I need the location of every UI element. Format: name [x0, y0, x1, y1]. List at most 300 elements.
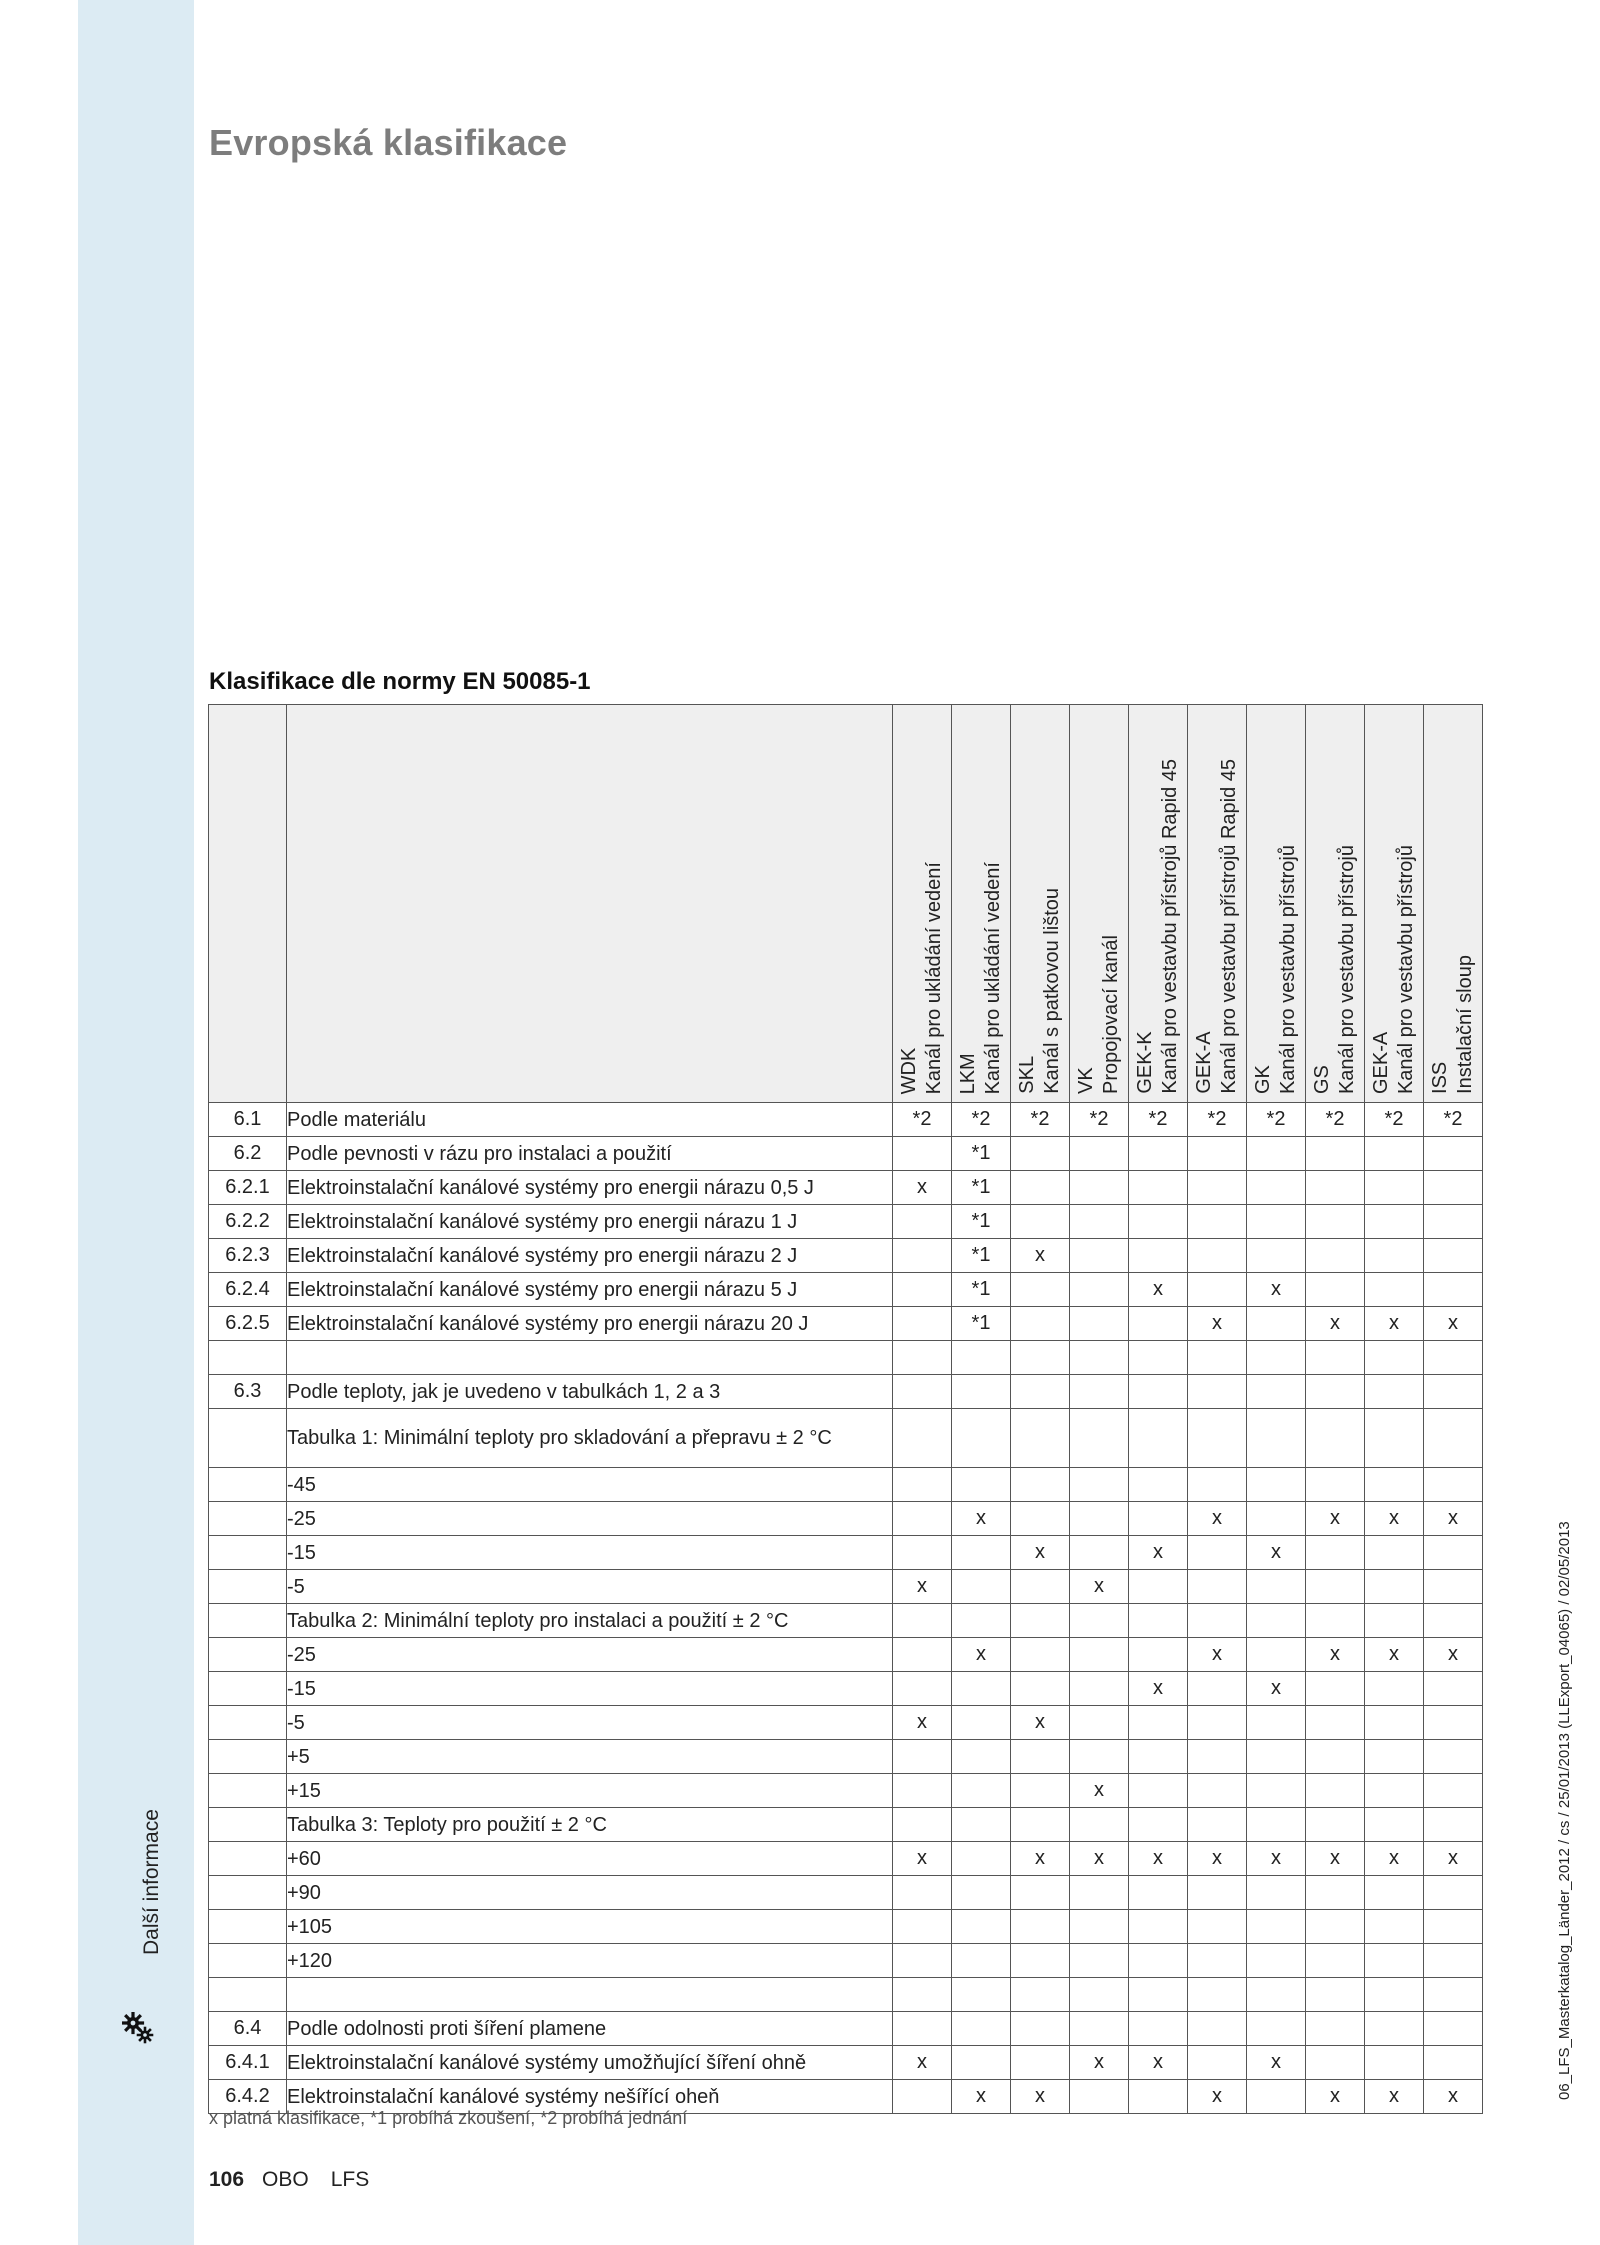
classification-cell — [952, 1842, 1011, 1876]
column-name: Kanál pro vestavbu přístrojů Rapid 45 — [1159, 759, 1181, 1094]
classification-cell — [1129, 1409, 1188, 1468]
classification-cell: *2 — [1188, 1103, 1247, 1137]
table-row — [209, 1910, 1483, 1944]
column-header — [1011, 705, 1070, 1103]
classification-cell — [1247, 1638, 1306, 1672]
footnote: x platná klasifikace, *1 probíhá zkoušení, *2 probíhá jednání — [209, 2108, 688, 2128]
row-description — [287, 1978, 893, 2012]
classification-cell — [1247, 1774, 1306, 1808]
column-header — [1129, 705, 1188, 1103]
classification-cell — [1188, 2046, 1247, 2080]
classification-cell — [1070, 1536, 1129, 1570]
header-row — [209, 705, 1483, 1103]
classification-cell — [1424, 1604, 1483, 1638]
classification-cell — [1188, 1570, 1247, 1604]
classification-cell — [1306, 1536, 1365, 1570]
classification-cell: x — [1070, 1774, 1129, 1808]
classification-cell: x — [1011, 2080, 1070, 2114]
classification-cell — [952, 1740, 1011, 1774]
page-title: Evropská klasifikace — [209, 122, 568, 163]
classification-cell — [893, 1672, 952, 1706]
classification-cell: x — [1306, 1502, 1365, 1536]
classification-cell — [893, 1808, 952, 1842]
table-row — [209, 1103, 1483, 1137]
classification-cell — [1188, 1672, 1247, 1706]
classification-cell — [1247, 1375, 1306, 1409]
table-row — [209, 1375, 1483, 1409]
classification-cell — [893, 1409, 952, 1468]
classification-cell — [1070, 1205, 1129, 1239]
column-name: Kanál pro ukládání vedení — [982, 861, 1004, 1094]
header-blank-num — [209, 705, 287, 1103]
classification-cell — [1306, 1808, 1365, 1842]
classification-cell — [1365, 1536, 1424, 1570]
classification-cell — [1011, 1672, 1070, 1706]
row-description: Elektroinstalační kanálové systémy nešířící oheň — [287, 2080, 893, 2114]
classification-cell: x — [1129, 1842, 1188, 1876]
classification-cell — [1188, 1740, 1247, 1774]
column-name: Kanál pro vestavbu přístrojů Rapid 45 — [1218, 759, 1240, 1094]
classification-cell — [1365, 1468, 1424, 1502]
classification-cell — [1070, 1604, 1129, 1638]
classification-cell — [1365, 2012, 1424, 2046]
classification-cell: x — [1011, 1842, 1070, 1876]
column-code: SKL — [1016, 1056, 1038, 1094]
classification-cell — [1424, 1137, 1483, 1171]
classification-cell — [1247, 1171, 1306, 1205]
classification-cell: x — [1365, 1502, 1424, 1536]
classification-cell — [952, 1672, 1011, 1706]
classification-cell — [1247, 1706, 1306, 1740]
table-row — [209, 1536, 1483, 1570]
classification-cell — [1188, 1808, 1247, 1842]
classification-cell — [1129, 1239, 1188, 1273]
classification-cell — [1306, 1570, 1365, 1604]
row-number: 6.3 — [209, 1375, 287, 1409]
classification-cell — [1306, 1375, 1365, 1409]
classification-cell — [1070, 1672, 1129, 1706]
page-number: 106 — [209, 2168, 245, 2191]
classification-cell — [1365, 1205, 1424, 1239]
classification-cell — [1129, 1876, 1188, 1910]
classification-cell — [1247, 2080, 1306, 2114]
row-description: +15 — [287, 1774, 893, 1808]
column-name: Kanál s patkovou lištou — [1041, 888, 1063, 1094]
classification-cell — [1306, 1876, 1365, 1910]
row-description: Elektroinstalační kanálové systémy pro energii nárazu 2 J — [287, 1239, 893, 1273]
classification-cell — [893, 1910, 952, 1944]
classification-cell — [893, 1502, 952, 1536]
classification-cell — [952, 1536, 1011, 1570]
classification-cell — [1306, 1672, 1365, 1706]
classification-cell — [1365, 1375, 1424, 1409]
column-header-label — [1369, 845, 1419, 1094]
classification-cell — [1188, 1171, 1247, 1205]
column-header-label — [1133, 759, 1183, 1094]
classification-cell — [1247, 1468, 1306, 1502]
table-row — [209, 1468, 1483, 1502]
classification-cell — [1188, 1536, 1247, 1570]
classification-cell — [1011, 1205, 1070, 1239]
classification-cell: x — [1365, 2080, 1424, 2114]
classification-cell — [1424, 1205, 1483, 1239]
column-code: GEK-A — [1370, 1031, 1392, 1094]
classification-cell: x — [952, 1638, 1011, 1672]
classification-cell — [1011, 2046, 1070, 2080]
classification-cell: x — [893, 1706, 952, 1740]
classification-cell — [893, 1468, 952, 1502]
table-row — [209, 1604, 1483, 1638]
page-footer — [209, 2168, 369, 2192]
row-description: Elektroinstalační kanálové systémy pro energii nárazu 0,5 J — [287, 1171, 893, 1205]
row-description: -15 — [287, 1536, 893, 1570]
classification-cell: x — [1188, 2080, 1247, 2114]
row-number — [209, 1774, 287, 1808]
row-number — [209, 1468, 287, 1502]
classification-cell — [1129, 1137, 1188, 1171]
row-number — [209, 1536, 287, 1570]
column-header — [952, 705, 1011, 1103]
classification-cell — [1011, 2012, 1070, 2046]
classification-cell: x — [1188, 1307, 1247, 1341]
classification-cell — [1306, 1239, 1365, 1273]
classification-cell — [1247, 1910, 1306, 1944]
table-row — [209, 1307, 1483, 1341]
classification-cell — [1011, 1502, 1070, 1536]
classification-cell — [1365, 1239, 1424, 1273]
classification-cell: *2 — [1365, 1103, 1424, 1137]
classification-cell — [1365, 1273, 1424, 1307]
classification-cell: x — [1129, 2046, 1188, 2080]
classification-cell: x — [1306, 1842, 1365, 1876]
classification-cell: x — [1070, 2046, 1129, 2080]
classification-cell — [893, 1205, 952, 1239]
header-blank-desc — [287, 705, 893, 1103]
classification-cell — [1247, 2012, 1306, 2046]
row-description: -25 — [287, 1638, 893, 1672]
classification-cell — [1306, 1604, 1365, 1638]
classification-cell — [1365, 1774, 1424, 1808]
row-number — [209, 1808, 287, 1842]
column-code: VK — [1075, 1067, 1097, 1094]
classification-cell — [1424, 1774, 1483, 1808]
classification-cell — [1129, 1604, 1188, 1638]
classification-cell — [952, 1604, 1011, 1638]
classification-cell — [1129, 1570, 1188, 1604]
classification-cell: x — [1129, 1672, 1188, 1706]
classification-cell — [1247, 1978, 1306, 2012]
table-row — [209, 1137, 1483, 1171]
row-description: +105 — [287, 1910, 893, 1944]
classification-cell — [1011, 1944, 1070, 1978]
column-code: GK — [1252, 1065, 1274, 1094]
row-number — [209, 1341, 287, 1375]
row-number — [209, 1876, 287, 1910]
table-row — [209, 1842, 1483, 1876]
classification-cell: *1 — [952, 1239, 1011, 1273]
classification-cell — [1011, 1171, 1070, 1205]
classification-cell — [1365, 1341, 1424, 1375]
classification-cell — [1306, 1910, 1365, 1944]
classification-cell — [1424, 1273, 1483, 1307]
column-code: WDK — [898, 1047, 920, 1094]
column-header — [1365, 705, 1424, 1103]
classification-cell: x — [1188, 1502, 1247, 1536]
classification-cell — [1129, 1307, 1188, 1341]
classification-cell — [1306, 2012, 1365, 2046]
classification-cell — [1306, 1468, 1365, 1502]
classification-cell: *1 — [952, 1307, 1011, 1341]
classification-cell — [1070, 1409, 1129, 1468]
classification-cell — [1424, 1944, 1483, 1978]
classification-cell — [1188, 1978, 1247, 2012]
classification-cell: x — [1306, 1638, 1365, 1672]
classification-cell — [1188, 1273, 1247, 1307]
classification-cell: x — [893, 1842, 952, 1876]
footer-section: LFS — [330, 2168, 370, 2191]
classification-cell — [1129, 2080, 1188, 2114]
classification-cell: *2 — [893, 1103, 952, 1137]
classification-cell — [1424, 1808, 1483, 1842]
row-description: Podle teploty, jak je uvedeno v tabulkách 1, 2 a 3 — [287, 1375, 893, 1409]
row-description: +60 — [287, 1842, 893, 1876]
table-row — [209, 1273, 1483, 1307]
classification-cell — [1365, 1604, 1424, 1638]
classification-cell — [1365, 1570, 1424, 1604]
classification-cell — [893, 1137, 952, 1171]
classification-cell — [952, 1468, 1011, 1502]
classification-cell — [1129, 1910, 1188, 1944]
classification-cell — [893, 1978, 952, 2012]
row-description: Podle materiálu — [287, 1103, 893, 1137]
classification-cell: *2 — [1129, 1103, 1188, 1137]
classification-cell — [1188, 1706, 1247, 1740]
classification-cell — [1129, 1740, 1188, 1774]
classification-cell — [1129, 1205, 1188, 1239]
row-description — [287, 1341, 893, 1375]
column-name: Propojovací kanál — [1100, 935, 1122, 1094]
classification-cell — [1011, 1808, 1070, 1842]
column-header — [1424, 705, 1483, 1103]
classification-cell — [1129, 1341, 1188, 1375]
table-row — [209, 1774, 1483, 1808]
column-header — [1188, 705, 1247, 1103]
classification-cell — [1306, 1205, 1365, 1239]
row-number — [209, 1944, 287, 1978]
classification-cell: x — [1247, 1842, 1306, 1876]
classification-cell — [952, 1341, 1011, 1375]
row-description: -5 — [287, 1706, 893, 1740]
classification-cell — [1070, 1638, 1129, 1672]
classification-cell: x — [1424, 1842, 1483, 1876]
classification-cell — [893, 1536, 952, 1570]
row-description: Elektroinstalační kanálové systémy umožňující šíření ohně — [287, 2046, 893, 2080]
classification-cell — [1247, 1137, 1306, 1171]
classification-cell — [1011, 1468, 1070, 1502]
column-name: Instalační sloup — [1454, 955, 1476, 1094]
classification-cell — [1129, 1808, 1188, 1842]
classification-cell — [893, 1638, 952, 1672]
table-row — [209, 2046, 1483, 2080]
classification-cell — [893, 1239, 952, 1273]
classification-cell — [893, 1944, 952, 1978]
classification-cell — [893, 1604, 952, 1638]
classification-cell — [1188, 2012, 1247, 2046]
classification-cell — [1247, 1341, 1306, 1375]
classification-cell — [1306, 2046, 1365, 2080]
column-header — [893, 705, 952, 1103]
row-number — [209, 1570, 287, 1604]
classification-cell: x — [1424, 2080, 1483, 2114]
row-number — [209, 1502, 287, 1536]
classification-cell — [1188, 1876, 1247, 1910]
classification-cell — [893, 2080, 952, 2114]
classification-cell — [1424, 1570, 1483, 1604]
classification-cell: x — [1070, 1842, 1129, 1876]
classification-cell — [952, 2012, 1011, 2046]
column-code: ISS — [1429, 1061, 1451, 1094]
classification-cell: *1 — [952, 1273, 1011, 1307]
classification-cell — [1365, 1706, 1424, 1740]
row-description: -5 — [287, 1570, 893, 1604]
classification-cell — [1247, 1502, 1306, 1536]
classification-cell — [1011, 1137, 1070, 1171]
row-description: -25 — [287, 1502, 893, 1536]
classification-cell — [1306, 1774, 1365, 1808]
classification-cell — [1424, 1706, 1483, 1740]
classification-cell — [1070, 2080, 1129, 2114]
classification-cell: *2 — [1247, 1103, 1306, 1137]
classification-cell: *1 — [952, 1205, 1011, 1239]
classification-cell — [952, 2046, 1011, 2080]
table-row — [209, 1205, 1483, 1239]
classification-cell — [1011, 1570, 1070, 1604]
column-name: Kanál pro vestavbu přístrojů — [1395, 844, 1417, 1094]
classification-cell — [1306, 1944, 1365, 1978]
classification-cell: x — [1365, 1307, 1424, 1341]
classification-cell — [1424, 1468, 1483, 1502]
classification-cell — [1365, 1672, 1424, 1706]
classification-cell — [1129, 2012, 1188, 2046]
classification-cell: x — [1011, 1706, 1070, 1740]
classification-cell: x — [1129, 1536, 1188, 1570]
classification-cell: x — [1306, 2080, 1365, 2114]
row-description: -45 — [287, 1468, 893, 1502]
classification-cell — [1129, 1638, 1188, 1672]
classification-cell — [1424, 1341, 1483, 1375]
classification-cell — [1070, 1307, 1129, 1341]
classification-cell — [1070, 1341, 1129, 1375]
classification-cell — [1011, 1307, 1070, 1341]
classification-cell — [1306, 1341, 1365, 1375]
classification-cell — [1011, 1638, 1070, 1672]
classification-cell — [952, 1570, 1011, 1604]
column-header-label — [1074, 935, 1124, 1094]
classification-cell — [952, 1375, 1011, 1409]
classification-cell — [1306, 1171, 1365, 1205]
row-number — [209, 1978, 287, 2012]
classification-cell: x — [1424, 1502, 1483, 1536]
classification-cell — [893, 1273, 952, 1307]
classification-cell: *2 — [952, 1103, 1011, 1137]
table-row — [209, 1502, 1483, 1536]
classification-cell — [1011, 1910, 1070, 1944]
column-header-label — [1192, 759, 1242, 1094]
column-code: GS — [1311, 1065, 1333, 1094]
row-number: 6.2.5 — [209, 1307, 287, 1341]
classification-cell — [1070, 1706, 1129, 1740]
table-row — [209, 1706, 1483, 1740]
classification-cell — [1247, 1307, 1306, 1341]
classification-cell: x — [1247, 1273, 1306, 1307]
classification-cell — [952, 1978, 1011, 2012]
classification-cell — [1365, 1171, 1424, 1205]
classification-cell: x — [1188, 1638, 1247, 1672]
column-header — [1247, 705, 1306, 1103]
classification-cell — [1070, 1808, 1129, 1842]
table-row — [209, 1978, 1483, 2012]
row-number: 6.2 — [209, 1137, 287, 1171]
classification-cell — [1011, 1273, 1070, 1307]
classification-cell — [1247, 1239, 1306, 1273]
classification-cell — [1424, 1672, 1483, 1706]
document-code: 06_LFS_Masterkatalog_Länder_2012 / cs / 25/01/2013 (LLExport_04065) / 02/05/2013 — [1556, 1521, 1573, 2100]
classification-cell — [1070, 1239, 1129, 1273]
table-row — [209, 2012, 1483, 2046]
row-number: 6.4.2 — [209, 2080, 287, 2114]
classification-cell — [893, 1876, 952, 1910]
classification-cell — [1188, 1341, 1247, 1375]
row-description: +90 — [287, 1876, 893, 1910]
row-description: Tabulka 3: Teploty pro použití ± 2 °C — [287, 1808, 893, 1842]
classification-cell — [952, 1706, 1011, 1740]
column-header-label — [1310, 845, 1360, 1094]
classification-cell — [1424, 1171, 1483, 1205]
classification-cell: x — [952, 2080, 1011, 2114]
classification-cell — [1188, 1468, 1247, 1502]
classification-cell — [1129, 1171, 1188, 1205]
classification-cell: x — [1247, 1536, 1306, 1570]
table-title: Klasifikace dle normy EN 50085-1 — [209, 668, 591, 695]
classification-cell — [1306, 1706, 1365, 1740]
row-number: 6.2.4 — [209, 1273, 287, 1307]
classification-cell — [1365, 1910, 1424, 1944]
gear-icon — [122, 2012, 154, 2044]
classification-cell: x — [1365, 1638, 1424, 1672]
classification-cell — [893, 1774, 952, 1808]
classification-cell: *2 — [1424, 1103, 1483, 1137]
classification-cell — [1424, 1239, 1483, 1273]
classification-cell — [1129, 1468, 1188, 1502]
classification-cell — [1424, 1536, 1483, 1570]
classification-cell: x — [1247, 1672, 1306, 1706]
classification-cell — [1070, 1740, 1129, 1774]
classification-cell — [1188, 1409, 1247, 1468]
classification-cell — [1365, 1876, 1424, 1910]
classification-cell — [1188, 1375, 1247, 1409]
classification-cell — [952, 1774, 1011, 1808]
classification-cell — [952, 1876, 1011, 1910]
row-number — [209, 1842, 287, 1876]
classification-cell — [1011, 1740, 1070, 1774]
classification-cell — [1188, 1205, 1247, 1239]
classification-cell — [1070, 1978, 1129, 2012]
classification-cell — [1070, 1375, 1129, 1409]
classification-cell — [1070, 1876, 1129, 1910]
row-description: Podle pevnosti v rázu pro instalaci a použití — [287, 1137, 893, 1171]
classification-cell: x — [1070, 1570, 1129, 1604]
classification-cell: x — [952, 1502, 1011, 1536]
